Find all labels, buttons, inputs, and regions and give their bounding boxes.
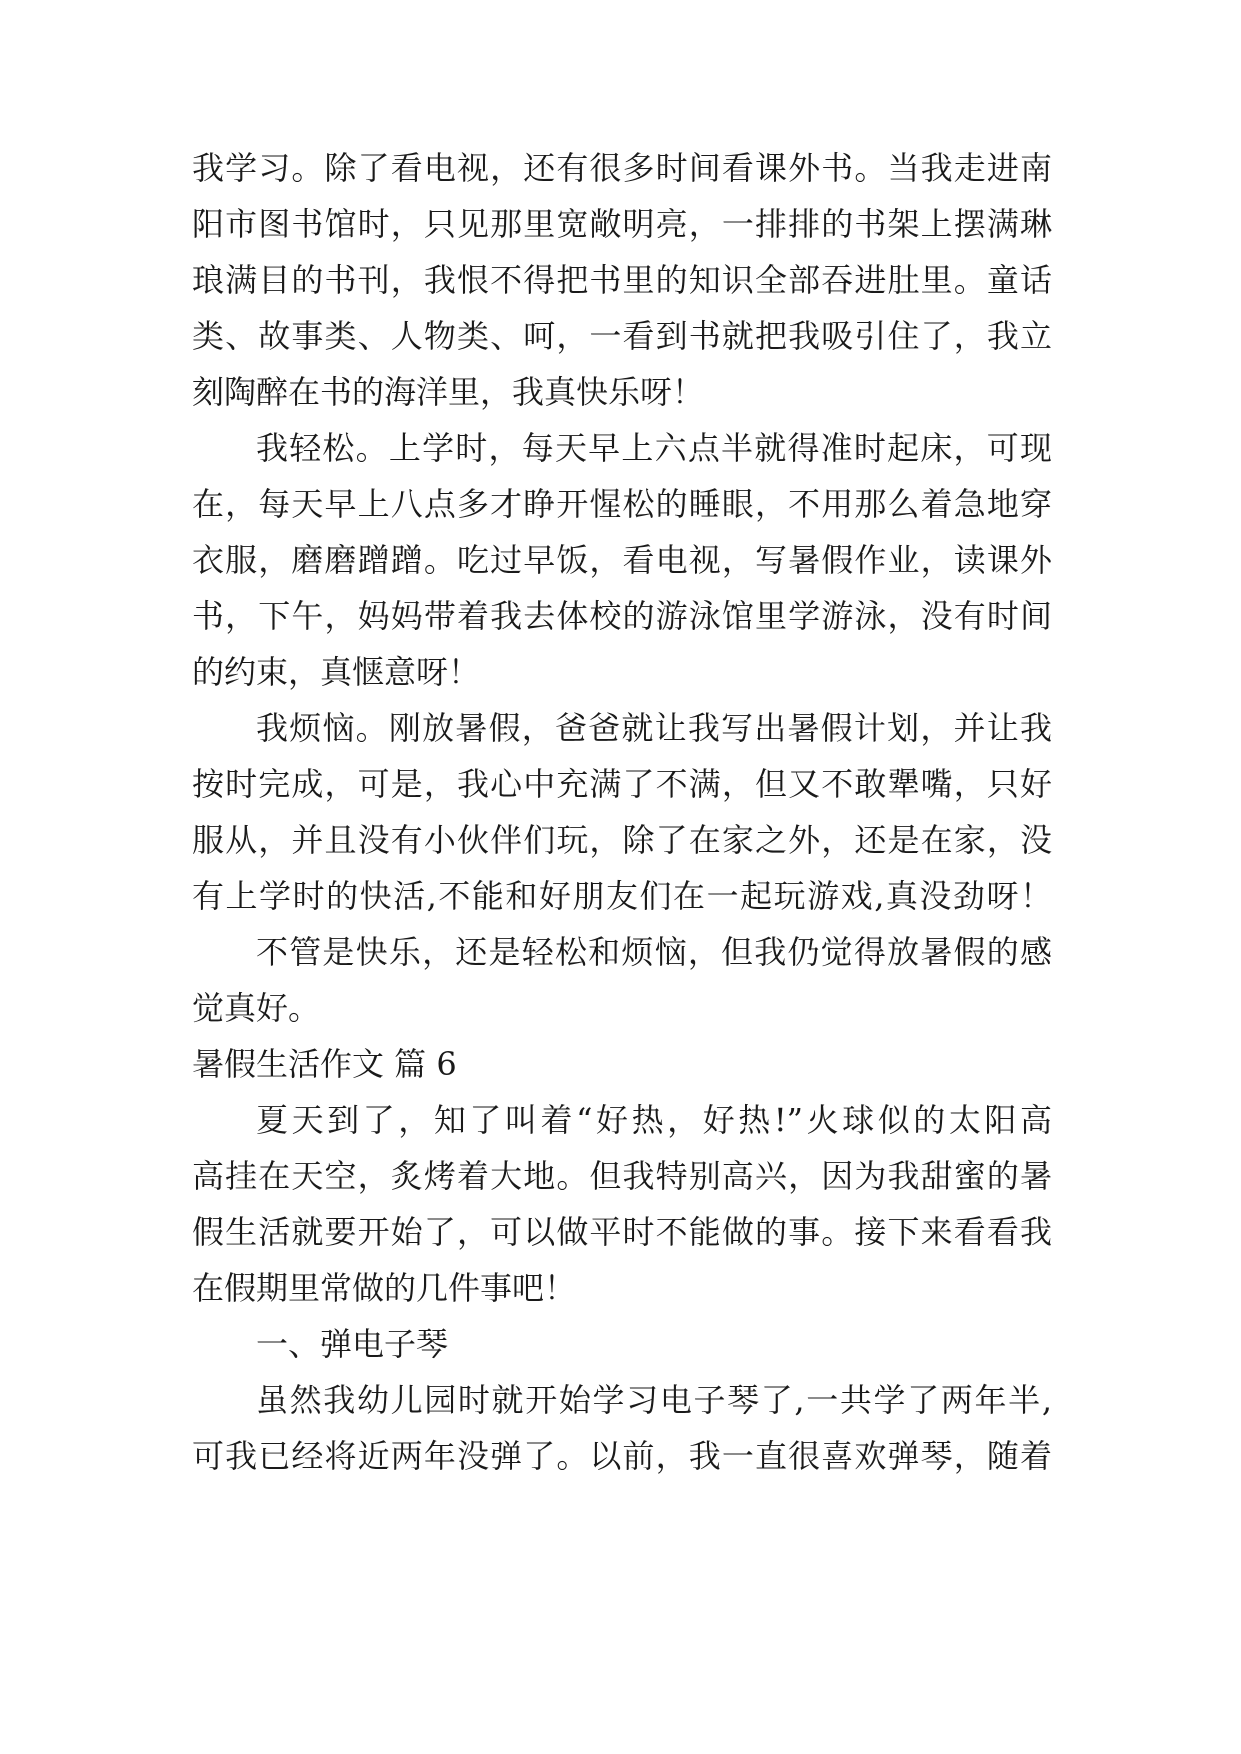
text-line: 在，每天早上八点多才睁开惺松的睡眼，不用那么着急地穿 xyxy=(192,485,1052,523)
text-line: 在假期里常做的几件事吧！ xyxy=(192,1269,577,1307)
text-line: 琅满目的书刊，我恨不得把书里的知识全部吞进肚里。童话 xyxy=(192,261,1052,299)
paragraph-first-line: 虽然我幼儿园时就开始学习电子琴了,一共学了两年半, xyxy=(256,1381,1052,1419)
text-line: 高挂在天空，炙烤着大地。但我特别高兴，因为我甜蜜的暑 xyxy=(192,1157,1052,1195)
text-line: 可我已经将近两年没弹了。以前，我一直很喜欢弹琴，随着 xyxy=(192,1437,1052,1475)
text-line: 的约束，真惬意呀！ xyxy=(192,653,481,691)
text-line: 我学习。除了看电视，还有很多时间看课外书。当我走进南 xyxy=(192,149,1052,187)
section-heading: 暑假生活作文 篇 6 xyxy=(192,1045,457,1083)
text-line: 觉真好。 xyxy=(192,989,321,1027)
text-line: 衣服，磨磨蹭蹭。吃过早饭，看电视，写暑假作业，读课外 xyxy=(192,541,1052,579)
text-line: 有上学时的快活,不能和好朋友们在一起玩游戏,真没劲呀！ xyxy=(192,877,1052,915)
text-line: 按时完成，可是，我心中充满了不满，但又不敢犟嘴，只好 xyxy=(192,765,1052,803)
text-line: 服从，并且没有小伙伴们玩，除了在家之外，还是在家，没 xyxy=(192,821,1052,859)
text-line: 刻陶醉在书的海洋里，我真快乐呀！ xyxy=(192,373,705,411)
text-line: 类、故事类、人物类、呵，一看到书就把我吸引住了，我立 xyxy=(192,317,1052,355)
text-line: 假生活就要开始了，可以做平时不能做的事。接下来看看我 xyxy=(192,1213,1052,1251)
subheading: 一、弹电子琴 xyxy=(256,1325,449,1363)
text-line: 书，下午，妈妈带着我去体校的游泳馆里学游泳，没有时间 xyxy=(192,597,1052,635)
paragraph-first-line: 夏天到了，知了叫着“好热，好热!”火球似的太阳高 xyxy=(256,1101,1052,1139)
paragraph-first-line: 我轻松。上学时，每天早上六点半就得准时起床，可现 xyxy=(256,429,1052,467)
paragraph-first-line: 我烦恼。刚放暑假，爸爸就让我写出暑假计划，并让我 xyxy=(256,709,1052,747)
text-line: 阳市图书馆时，只见那里宽敞明亮，一排排的书架上摆满琳 xyxy=(192,205,1052,243)
paragraph-first-line: 不管是快乐，还是轻松和烦恼，但我仍觉得放暑假的感 xyxy=(256,933,1052,971)
